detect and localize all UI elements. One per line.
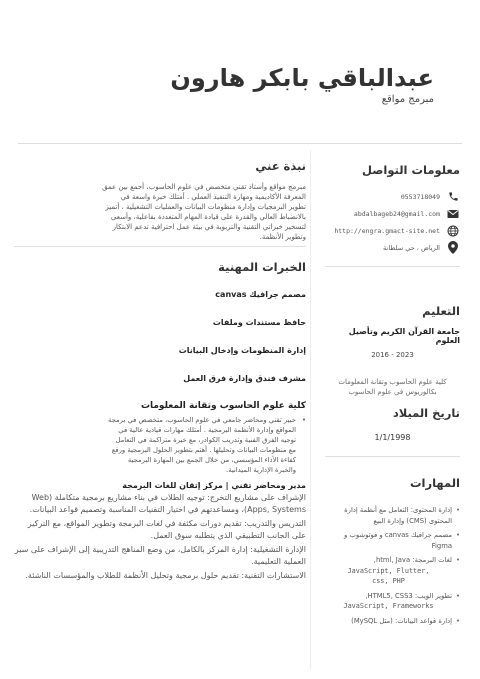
experience-item: حافظ مستندات وملفات [212,318,306,327]
education-desc-line: بكالوريوس في علوم الحاسوب [348,388,437,396]
education-description [325,377,460,397]
web-icon [446,224,460,238]
job-paragraph: التدريس والتدريب: تقديم دورات مكثفة في لغات البرمجة وتطوير المواقع، مع التركيز على الجانب التطبيقي الذي يتطلبه سوق العمل. [27,519,306,540]
college-line: توجيه الفرق الفنية وتدريب الكوادر، مع خبرة متراكمة في التعامل [115,436,296,444]
contact-section [325,162,460,267]
job-role: مبرمج مواقع [381,94,434,105]
college-line: المواقع وإدارة الأنظمة البرمجية . أمتلك مهارات قيادية عالية في [118,426,296,434]
skill-line: JavaScript, Frameworks [343,602,434,610]
skill-line: • لغات البرمجة: html, Java, [373,556,452,564]
education-desc-line: كلية علوم الحاسوب وتقانة المعلومات [338,378,447,386]
location-icon [446,241,460,255]
list-item [325,591,460,612]
college-line: كفاءة الأداء المؤسسي، من خلال الجمع بين المهارة البرمجية [127,456,296,464]
contact-website-text[interactable]: http://engra.gmact-site.net [334,226,440,235]
list-item [325,555,460,587]
contact-location [325,239,460,256]
about-text [14,182,306,242]
about-line: تطوير البرمجيات وإدارة منظومات البيانات والعمليات التشغيلية ، أتميز [105,203,306,211]
college-description [14,415,306,475]
education-section [325,303,460,397]
job-paragraph: الإشراف على مشاريع التخرج: توجيه الطلاب في بناء مشاريع برمجية متكاملة (Web Apps, Systems)، ومساعدتهم في اختيار التقنيات المناسبة وتصميم قواعد البيانات. [29,493,306,514]
about-line: وتطوير الأنظمة. [259,233,306,241]
sidebar-column [325,150,460,630]
skill-line: JavaScript, Flutter, [347,566,430,575]
about-line: المعرفة الأكاديمية ومهارة التنفيذ العملي . أمتلك خبرة واسعة في [120,193,306,201]
education-title: التعليم [422,304,460,318]
list-item [325,505,460,526]
education-school: جامعة القرآن الكريم وتأصيل العلوم [348,327,460,345]
job-title: مدير ومحاضر تقني | مركز إتقان للغات البرمجة [122,481,306,490]
experience-section [14,259,306,582]
college-line: والخبرة الإدارية الميدانية. [226,466,296,474]
birth-section [325,405,460,457]
skill-line: • إدارة قواعد البيانات: (مثل MySQL) [351,616,452,625]
list-item [325,530,460,551]
skill-line: css, PHP [372,577,405,585]
about-rule [14,246,306,247]
experience-title: الخبرات المهنية [218,260,306,274]
skill-line: • إدارة المحتوى: التعامل مع أنظمة إدارة [344,506,452,514]
education-years: 2016 - 2023 [371,351,414,359]
contact-location-text: الرياض ، حي سلطانة [383,243,440,252]
about-line: بالانضباط العالي والقدرة على قيادة المهام المتعددة بفاعلية، وأسعى [110,213,306,221]
contact-email [325,205,460,222]
skill-line: المحتوى (CMS) وإدارة البيع [373,516,452,525]
job-description [14,492,306,582]
experience-item: إدارة المنظومات وإدخال البيانات [178,346,306,355]
contact-phone-text[interactable]: 0553718049 [400,192,440,201]
skills-title: المهارات [410,476,460,490]
contact-rule [325,266,460,267]
about-line: مبرمج مواقع وأستاذ تقني متخصص في علوم الحاسوب، أجمع بين عمق [102,183,306,191]
phone-icon [446,190,460,204]
main-column [14,150,306,585]
contact-email-text[interactable]: abdalbageb24@gmail.com [353,209,440,218]
about-line: لتسخير خبراتي التقنية والتربوية في بيئة عمل احترافية تدعم الابتكار [112,223,306,231]
birth-rule [325,456,460,457]
contact-phone [325,188,460,205]
experience-item: مصمم جرافيك canvas [215,290,306,299]
list-item [325,616,460,627]
cv-header [74,64,434,105]
header-divider [18,143,462,144]
about-title: نبذة عني [255,159,306,173]
birth-title: تاريخ الميلاد [392,406,460,420]
contact-list [325,188,460,256]
skill-line: Figma [431,541,452,550]
skills-section [325,475,460,626]
about-section [14,158,306,247]
college-line: • خبير تقني ومحاضر جامعي في علوم الحاسوب، متخصص في برمجة [108,416,296,424]
person-name: عبدالباقي بابكر هارون [170,64,434,92]
experience-list [14,289,306,385]
college-title: كلية علوم الحاسوب وتقانة المعلومات [140,401,306,411]
skills-list [325,505,460,626]
college-line: مع منظومات البيانات وتحليلها . أهتم بتطوير الحلول البرمجية ورفع [111,446,296,454]
birth-date: 1/1/1998 [374,433,411,442]
column-divider [310,150,311,670]
job-paragraph: الاستشارات التقنية: تقديم حلول برمجية وتحليل الأنظمة للطلاب والمؤسسات الناشئة. [25,571,306,580]
job-paragraph: الإدارة التشغيلية: إدارة المركز بالكامل، من وضع المناهج التدريبية إلى الإشراف على سير العملية التعليمية. [14,545,306,566]
contact-title: معلومات التواصل [362,163,460,177]
skill-line: • تطوير الويب: HTML5, CSS3, [365,591,452,600]
email-icon [446,207,460,221]
skill-line: • مصمم جرافيك canvas و فوتوشوب و [344,531,452,539]
experience-item: مشرف فندق وإدارة فرق العمل [183,374,306,383]
contact-website [325,222,460,239]
